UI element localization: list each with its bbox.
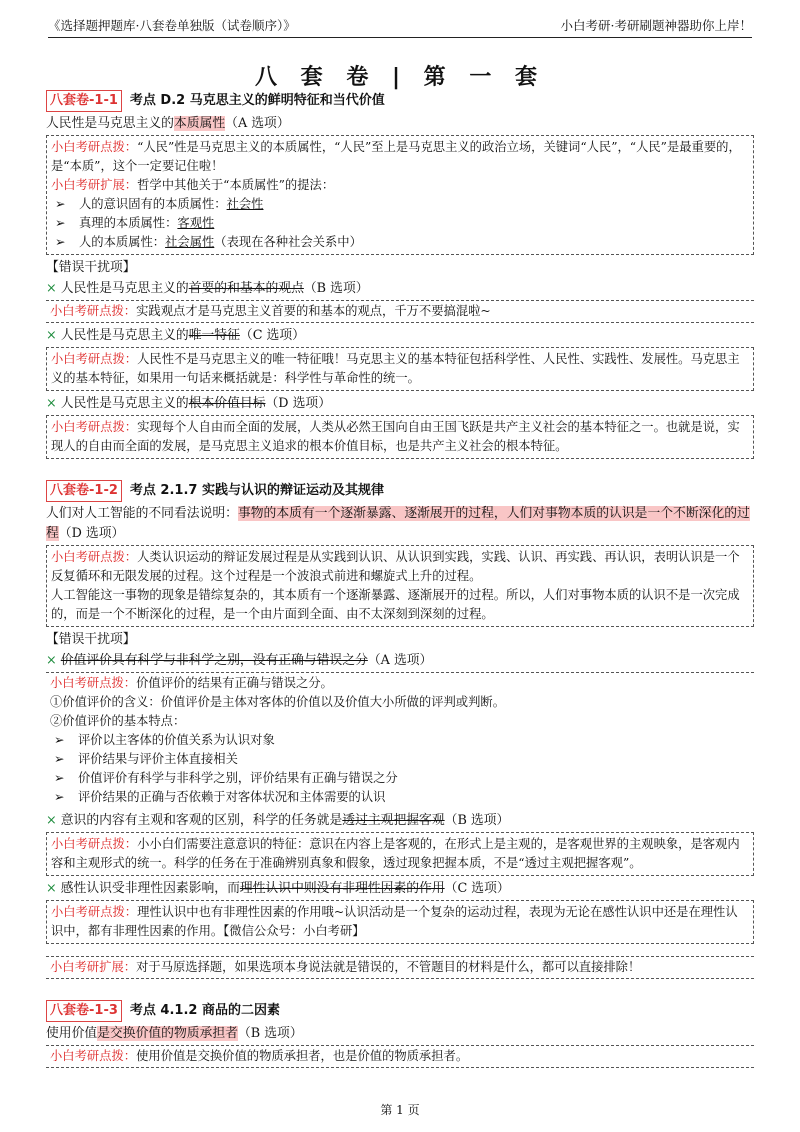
wrong-option: × 感性认识受非理性因素影响，而理性认识中则没有非理性因素的作用（C 选项） (46, 881, 510, 896)
page-footer: 第 1 页 (380, 1103, 420, 1117)
question-topic: 考点 4.1.2 商品的二因素 (129, 1003, 280, 1018)
question-tag: 八套卷-1-2 (46, 480, 122, 502)
list-item: ➢ 价值评价有科学与非科学之别，评价结果有正确与错误之分 (54, 771, 398, 785)
tip-box: 小白考研点拨：小小白们需要注意意识的特征：意识在内容上是客观的，在形式上是主观的，是客观世界的主观映象，是客观内容和主观形式的统一。科学的任务在于准确辨别真象和假象，透过现象把握本质，不是“透过主观把握客观”。 (46, 832, 754, 876)
tip-box: 小白考研点拨：人民性不是马克思主义的唯一特征哦！马克思主义的基本特征包括科学性、人民性、实践性、发展性。马克思主义的基本特征，如果用一句话来概括就是：科学性与革命性的统一。 (46, 347, 754, 391)
question-tag: 八套卷-1-1 (46, 90, 122, 112)
tip-box: 小白考研点拨：实践观点才是马克思主义首要的和基本的观点，千万不要搞混啦~ (46, 300, 754, 323)
question-tag: 八套卷-1-3 (46, 1000, 122, 1022)
header-left: 《选择题押题库·八套卷单独版（试卷顺序）》 (48, 18, 296, 33)
answer-line: 使用价值是交换价值的物质承担者（B 选项） (46, 1026, 303, 1041)
list-item: ➢ 评价以主客体的价值关系为认识对象 (54, 733, 275, 747)
header-right: 小白考研·考研刷题神器助你上岸！ (560, 18, 752, 33)
tip-box: 小白考研点拨：理性认识中也有非理性因素的作用哦~认识活动是一个复杂的运动过程，表现为无论在感性认识中还是在理性认识中，都有非理性因素的作用。【微信公众号：小白考研】 (46, 900, 754, 944)
list-item: ➢ 真理的本质属性：客观性 (55, 216, 215, 230)
wrong-option: × 人民性是马克思主义的根本价值目标（D 选项） (46, 396, 331, 411)
tip-box: 小白考研点拨：人类认识运动的辩证发展过程是从实践到认识、从认识到实践，实践、认识、再实践、再认识，表明认识是一个反复循环和无限发展的过程。这个过程是一个波浪式前进和螺旋式上升的过程。 人工智能这一事物的现象是错综复杂的，其本质有一个逐渐暴露、逐渐展开的过程。所以，人们对事物本质的认识不是一次完成的，而是一个不断深化的过程，是一个由片面到全面、由不太深刻到深刻的过程。 (46, 545, 754, 627)
wrong-label: 【错误干扰项】 (46, 260, 136, 275)
question-3 (46, 1000, 754, 1068)
list-item: ➢ 人的本质属性：社会属性（表现在各种社会关系中） (55, 235, 362, 249)
question-2 (46, 480, 754, 979)
question-topic: 考点 2.1.7 实践与认识的辩证运动及其规律 (129, 483, 384, 498)
tip-box: 小白考研点拨：“人民”性是马克思主义的本质属性，“人民”至上是马克思主义的政治立场，关键词“人民”，“人民”是最重要的，是“本质”，这个一定要记住啦！ 小白考研扩展：哲学中其他关于“本质属性”的提法： ➢ 人的意识固有的本质属性：社会性 ➢ 真理的本质属性：客观性 ➢ 人的本质属性：社会属性（表现在各种社会关系中） (46, 135, 754, 255)
answer-line: 人民性是马克思主义的本质属性（A 选项） (46, 116, 290, 131)
wrong-label: 【错误干扰项】 (46, 632, 136, 647)
wrong-option: × 人民性是马克思主义的唯一特征（C 选项） (46, 328, 305, 343)
extension-box: 小白考研扩展：对于马原选择题，如果选项本身说法就是错误的，不管题目的材料是什么，都可以直接排除！ (46, 956, 754, 979)
wrong-option: × 人民性是马克思主义的首要的和基本的观点（B 选项） (46, 281, 369, 296)
list-item: ➢ 人的意识固有的本质属性：社会性 (55, 197, 264, 211)
tip-box: 小白考研点拨：价值评价的结果有正确与错误之分。 ①价值评价的含义：价值评价是主体对客体的价值以及价值大小所做的评判或判断。 ②价值评价的基本特点： ➢ 评价以主客体的价值关系为认识对象 ➢ 评价结果与评价主体直接相关 ➢ 价值评价有科学与非科学之别，评价结果有正确与错误之分 ➢ 评价结果的正确与否依赖于对客体状况和主体需要的认识 (46, 672, 754, 808)
wrong-option: × 价值评价具有科学与非科学之别，没有正确与错误之分（A 选项） (46, 653, 433, 668)
list-item: ➢ 评价结果的正确与否依赖于对客体状况和主体需要的认识 (54, 790, 386, 804)
main-content (46, 88, 754, 1071)
question-1 (46, 90, 754, 459)
list-item: ➢ 评价结果与评价主体直接相关 (54, 752, 238, 766)
page-title: 八 套 卷 | 第 一 套 (255, 65, 545, 90)
page-header (48, 8, 752, 38)
tip-box: 小白考研点拨：实现每个人自由而全面的发展，人类从必然王国向自由王国飞跃是共产主义社会的基本特征之一。也就是说，实现人的自由而全面的发展，是马克思主义追求的根本价值目标，也是共产主义社会的根本特征。 (46, 415, 754, 459)
answer-line: 人们对人工智能的不同看法说明：事物的本质有一个逐渐暴露、逐渐展开的过程，人们对事物本质的认识是一个不断深化的过程（D 选项） (46, 506, 750, 541)
question-topic: 考点 D.2 马克思主义的鲜明特征和当代价值 (129, 93, 385, 108)
tip-box: 小白考研点拨：使用价值是交换价值的物质承担者，也是价值的物质承担者。 (46, 1045, 754, 1068)
wrong-option: × 意识的内容有主观和客观的区别，科学的任务就是透过主观把握客观（B 选项） (46, 813, 510, 828)
